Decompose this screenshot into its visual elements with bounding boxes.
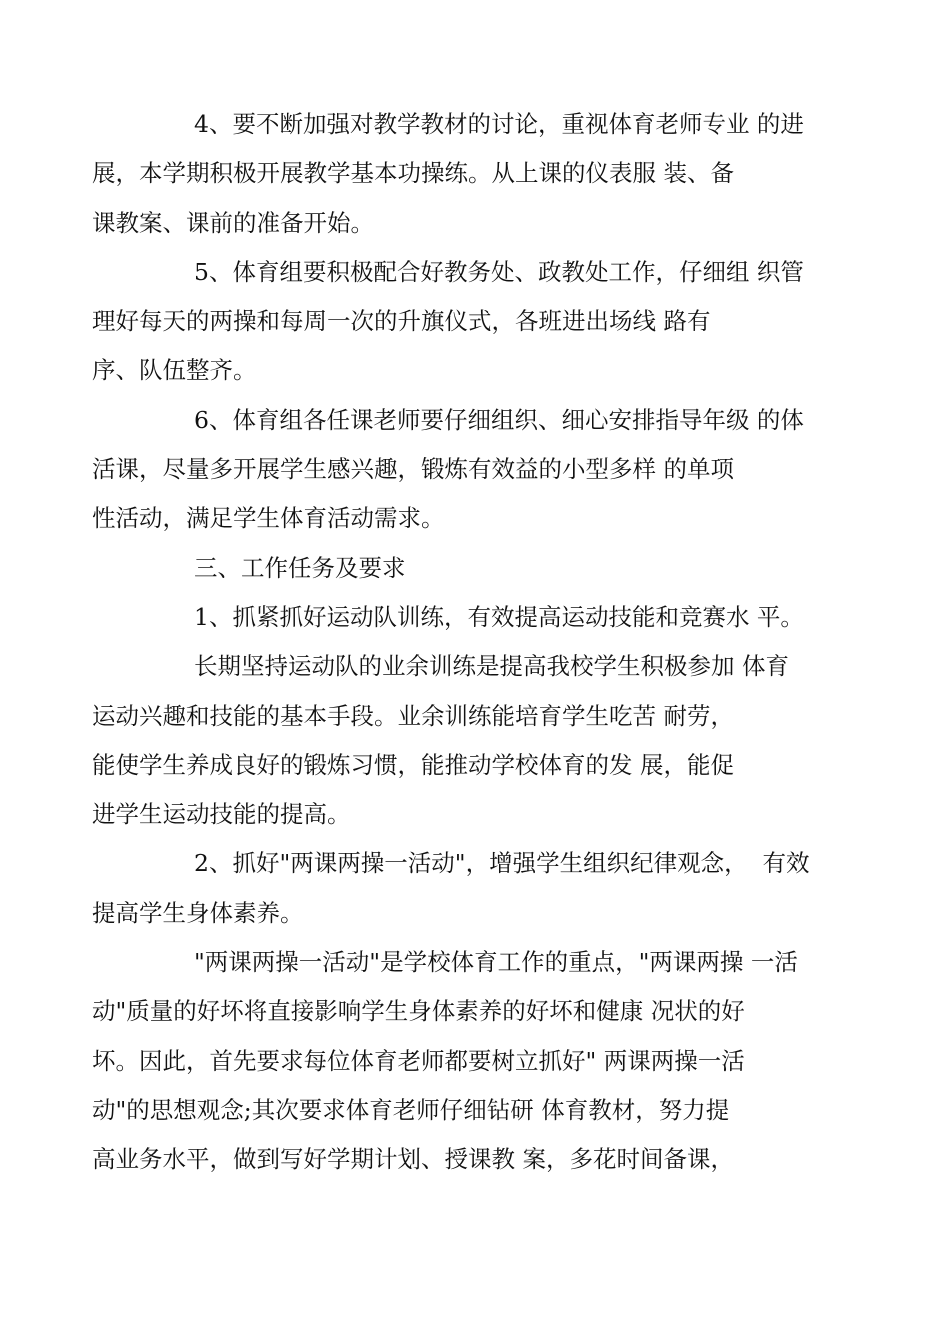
text-line: 4、要不断加强对教学教材的讨论，重视体育老师专业 的进 [194, 110, 804, 138]
text-line: 运动兴趣和技能的基本手段。业余训练能培育学生吃苦 耐劳， [92, 701, 734, 730]
text-line: 5、体育组要积极配合好教务处、政教处工作，仔细组 织管 [194, 257, 804, 286]
paragraph-task-2 [92, 839, 833, 938]
text-line: 能使学生养成良好的锻炼习惯，能推动学校体育的发 展，能促 [92, 750, 734, 779]
text-line: 提高学生身体素养。 [92, 898, 304, 927]
text-line: "两课两操一活动"是学校体育工作的重点，"两课两操 一活 [194, 948, 798, 977]
paragraph-item-6 [92, 396, 833, 544]
text-line: 动"的思想观念;其次要求体育老师仔细钻研 体育教材，努力提 [92, 1095, 730, 1124]
document-body [92, 100, 833, 1185]
text-line: 动"质量的好坏将直接影响学生身体素养的好坏和健康 况状的好 [92, 997, 745, 1026]
text-line: 1、抓紧抓好运动队训练，有效提高运动技能和竞赛水 平。 [194, 602, 804, 631]
section-heading [143, 544, 833, 593]
text-line: 理好每天的两操和每周一次的升旗仪式，各班进出场线 路有 [92, 307, 711, 336]
text-line: 长期坚持运动队的业余训练是提高我校学生积极参加 体育 [194, 652, 789, 681]
text-line: 展，本学期积极开展教学基本功操练。从上课的仪表服 装、备 [92, 159, 734, 188]
paragraph-item-4 [92, 100, 833, 248]
paragraph-task-2-detail [92, 938, 833, 1184]
text-line: 活课，尽量多开展学生感兴趣，锻炼有效益的小型多样 的单项 [92, 455, 734, 484]
text-line: 2、抓好"两课两操一活动"，增强学生组织纪律观念， 有效 [194, 849, 810, 878]
text-line: 性活动，满足学生体育活动需求。 [92, 504, 445, 533]
paragraph-task-1-detail [92, 642, 833, 839]
paragraph-task-1 [143, 593, 833, 642]
text-line: 高业务水平，做到写好学期计划、授课教 案，多花时间备课， [92, 1145, 734, 1174]
text-line: 三、工作任务及要求 [194, 553, 406, 582]
text-line: 序、队伍整齐。 [92, 356, 257, 385]
paragraph-item-5 [92, 248, 833, 396]
text-line: 进学生运动技能的提高。 [92, 800, 351, 829]
text-line: 坏。因此，首先要求每位体育老师都要树立抓好" 两课两操一活 [92, 1046, 745, 1075]
text-line: 课教案、课前的准备开始。 [92, 208, 374, 237]
text-line: 6、体育组各任课老师要仔细组织、细心安排指导年级 的体 [194, 405, 804, 434]
